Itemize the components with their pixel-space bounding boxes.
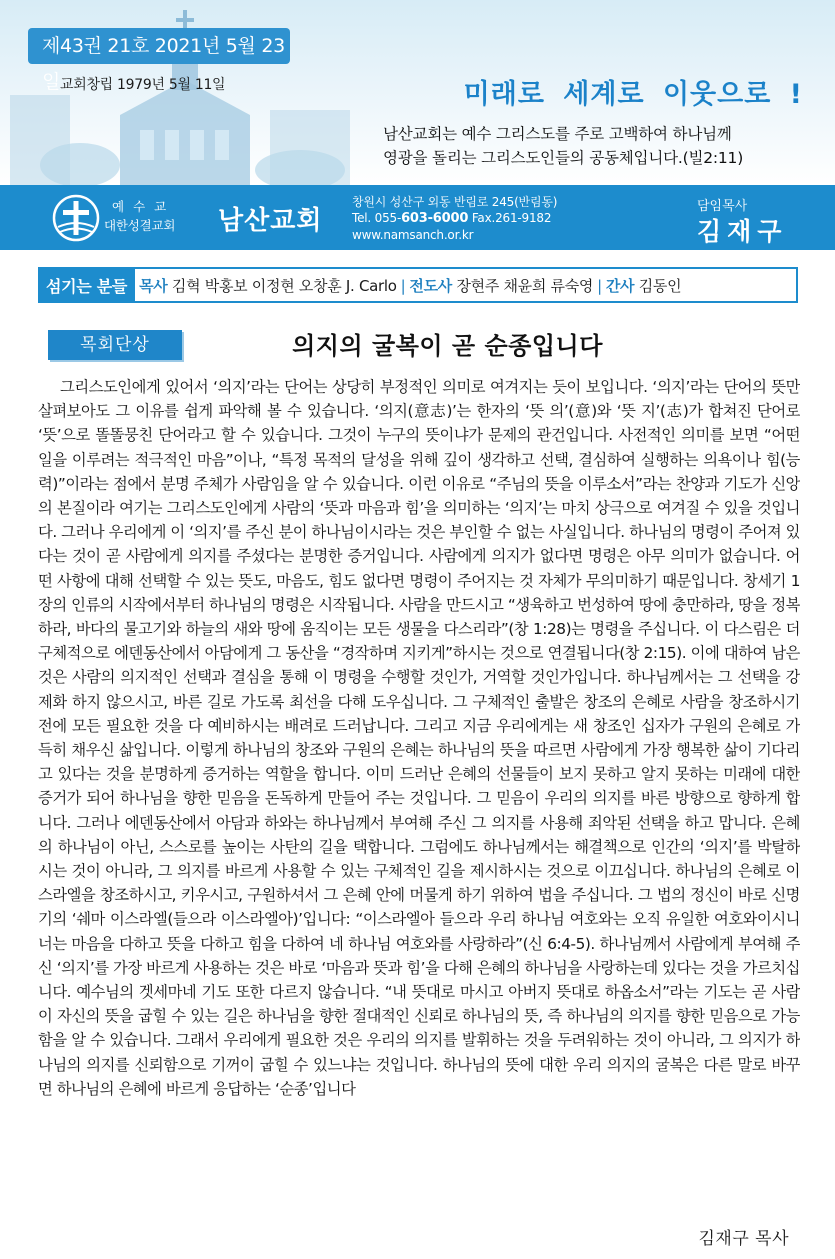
- founding-date: 교회창립 1979년 5월 11일: [60, 77, 226, 93]
- church-info-band: [0, 185, 835, 250]
- denomination-line-1: 예수교: [112, 199, 176, 214]
- mission-line-1: 남산교회는 예수 그리스도를 주로 고백하여 하나님께: [383, 125, 732, 143]
- senior-pastor-label: 담임목사: [697, 199, 748, 214]
- article-body: 그리스도인에게 있어서 ‘의지’라는 단어는 상당히 부정적인 의미로 여겨지는 듯이 보입니다. ‘의지’라는 단어의 뜻만 살펴보아도 그 이유를 쉽게 파악해 볼 수 있습니다. ‘의지(意志)’는 한자의 ‘뜻 의’(意)와 ‘뜻 지’(志)가 합쳐진 단어로 ‘뜻’으로 똘똘뭉친 단어라고 할 수 있습니다. 그것이 누구의 뜻이냐가 문제의 관건입니다. 사전적인 의미를 보면 “어떤 일을 이루려는 적극적인 마음”이나, “특정 목적의 달성을 위해 깊이 생각하고 선택, 결심하여 실행하는 의욕이나 힘(능력)”이라는 점에서 분명 주체가 사람임을 알 수 있습니다. 이런 이유로 “주님의 뜻을 이루소서”라는 찬양과 기도가 신앙의 본질이라 여기는 그리스도인에게 사람의 ‘뜻과 마음과 힘’을 의미하는 ‘의지’는 마치 상극으로 여겨질 수 있을 것입니다. 그러나 우리에게 이 ‘의지’를 주신 분이 하나님이시라는 것은 부인할 수 없는 사실입니다. 하나님의 명령이 주어져 있다는 것이 곧 사람에게 의지를 주셨다는 분명한 증거입니다. 사람에게 의지가 없다면 명령은 아무 의미가 없습니다. 어떤 사항에 대해 선택할 수 있는 뜻도, 마음도, 힘도 없다면 명령이 주어지는 것 자체가 무의미하기 때문입니다. 창세기 1장의 인류의 시작에서부터 하나님의 명령은 시작됩니다. 사람을 만드시고 “생육하고 번성하여 땅에 충만하라, 땅을 정복하라, 바다의 물고기와 하늘의 새와 땅에 움직이는 모든 생물을 다스리라”(창 1:28)는 명령을 주십니다. 이 다스림은 더 구체적으로 에덴동산에서 아담에게 그 동산을 “경작하며 지키게”하시는 것으로 연결됩니다(창 2:15). 이에 대하여 남은 것은 사람의 의지적인 선택과 결심을 통해 이 명령을 수행할 것인가, 거역할 것인가입니다. 하나님께서는 그 선택을 강제화 하지 않으시고, 바른 길로 가도록 최선을 다해 도우십니다. 그 구체적인 출발은 창조의 은혜로 사람을 창조하시기 전에 모든 필요한 것을 다 예비하시는 배려로 드러납니다. 그리고 지금 우리에게는 새 창조인 십자가 구원의 은혜로 가득히 채우신 삶입니다. 이렇게 하나님의 창조와 구원의 은혜는 하나님의 뜻을 따르면 사람에게 가장 행복한 삶이 기다리고 있다는 것을 분명하게 증거하는 역할을 합니다. 이미 드러난 은혜의 선물들이 보지 못하고 알지 못하는 미래에 대한 증거가 되어 하나님을 향한 믿음을 돈독하게 만들어 주는 것입니다. 그 믿음이 우리의 의지를 바른 방향으로 향하게 합니다. 그러나 에덴동산에서 아담과 하와는 하나님께서 부여해 주신 그 의지를 사용해 죄악된 선택을 하고 맙니다. 은혜의 하나님이 아닌, 스스로를 높이는 사탄의 길을 택합니다. 그럼에도 하나님께서는 해결책으로 인간의 ‘의지’를 박탈하시는 것이 아니라, 그 의지를 바르게 사용할 수 있는 구체적인 길을 제시하시는 것으로 이끄십니다. 하나님의 은혜로 이스라엘을 창조하시고, 키우시고, 구원하셔서 그 은혜 안에 머물게 하기 위하여 법을 주십니다. 그 법의 정신이 바로 신명기의 ‘쉐마 이스라엘(들으라 이스라엘아)’입니다: “이스라엘아 들으라 우리 하나님 여호와는 오직 유일한 여호와이시니 너는 마음을 다하고 뜻을 다하고 힘을 다하여 네 하나님 여호와를 사랑하라”(신 6:4-5). 하나님께서 사람에게 부여해 주신 ‘의지’를 가장 바르게 사용하는 것은 바로 ‘마음과 뜻과 힘’을 다해 은혜의 하나님을 사랑하는데 있다는 것을 가르치십니다. 예수님의 겟세마네 기도 또한 다르지 않습니다. “내 뜻대로 마시고 아버지 뜻대로 하옵소서”라는 기도는 곧 사람이 자신의 뜻을 굽힐 수 있는 길은 하나님을 향한 절대적인 신뢰로 하나님의 뜻, 즉 하나님의 의지를 향한 믿음으로 가능함을 알 수 있습니다. 그래서 우리에게 필요한 것은 우리의 의지를 발휘하는 것을 두려워하는 것이 아니라, 그 의지가 하나님의 의지를 신뢰함으로 기꺼이 굽힐 수 있느냐는 것입니다. 하나님의 뜻에 대한 우리 의지의 굴복은 다른 말로 바꾸면 하나님의 은혜에 바르게 응답하는 ‘순종’입니다: [38, 378, 800, 1098]
- contact-info: [352, 194, 557, 243]
- fax: Fax.261-9182: [471, 211, 552, 225]
- phone-fax: [352, 210, 557, 227]
- section-badge: 목회단상: [48, 330, 182, 360]
- separator: |: [597, 276, 602, 295]
- issue-info: 제43권 21호 2021년 5월 23일: [28, 28, 290, 64]
- separator: |: [400, 276, 406, 295]
- church-logo-icon: [50, 193, 102, 243]
- evangelists-role: 전도사: [409, 276, 452, 295]
- church-name: 남산교회: [218, 206, 323, 236]
- slogan: 미래로 세계로 이웃으로 !: [463, 79, 803, 110]
- pastors-role: 목사: [139, 276, 168, 295]
- article-author: 김재구 목사: [698, 1229, 789, 1249]
- servers-bar: [38, 267, 798, 303]
- evangelists-names: 장현주 채윤희 류숙영: [456, 276, 594, 295]
- servers-list: [135, 275, 681, 296]
- article-title: 의지의 굴복이 곧 순종입니다: [292, 332, 603, 360]
- stewards-role: 간사: [605, 276, 635, 295]
- website-link[interactable]: www.namsanch.or.kr: [352, 228, 474, 242]
- mission-statement: [383, 122, 803, 170]
- senior-pastor-name: 김재구: [697, 217, 788, 246]
- tel-number: 603-6000: [401, 211, 469, 226]
- tel-prefix: Tel. 055-: [352, 211, 402, 225]
- bulletin-header: [0, 0, 835, 185]
- address: 창원시 성산구 외동 반림로 245(반림동): [352, 195, 558, 209]
- denomination-line-2: 대한성결교회: [104, 218, 176, 233]
- mission-line-2: 영광을 돌리는 그리스도인들의 공동체입니다.(빌2:11): [383, 149, 744, 167]
- stewards-names: 김동인: [638, 276, 682, 295]
- servers-label: 섬기는 분들: [40, 269, 135, 301]
- pastors-names: 김혁 박홍보 이정현 오창훈 J. Carlo: [171, 276, 397, 295]
- denomination: [104, 197, 175, 235]
